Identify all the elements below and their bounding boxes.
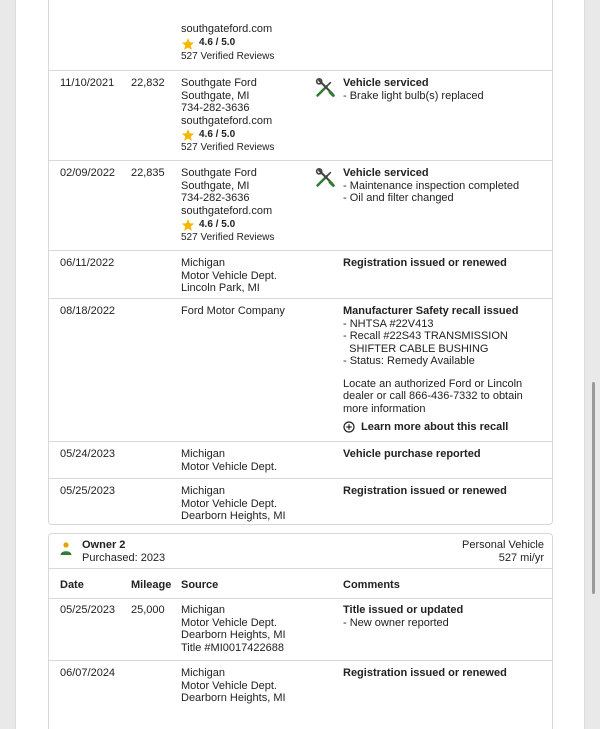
table-row xyxy=(49,160,552,250)
source-name: Ford Motor Company xyxy=(181,305,285,317)
scrollbar[interactable] xyxy=(592,382,595,594)
comment-line: - NHTSA #22V413 xyxy=(343,317,434,330)
table-row xyxy=(49,0,552,70)
source-website[interactable]: southgateford.com xyxy=(181,23,273,35)
comment-title: Vehicle serviced xyxy=(343,77,429,89)
comments-cell xyxy=(343,485,548,498)
star-icon xyxy=(181,128,195,142)
source-cell xyxy=(181,604,336,654)
date-cell: 06/07/2024 xyxy=(60,667,116,679)
comment-title: Title issued or updated xyxy=(343,604,464,616)
mileage-cell: 22,832 xyxy=(131,77,165,89)
date-cell: 11/10/2021 xyxy=(60,77,115,89)
source-cell xyxy=(181,485,336,523)
comments-cell xyxy=(343,257,548,270)
star-icon xyxy=(181,218,195,232)
header-mileage: Mileage xyxy=(131,579,172,591)
learn-more-recall-link[interactable] xyxy=(343,421,548,434)
table-row xyxy=(49,478,552,524)
source-cell xyxy=(181,23,336,63)
comment-line: - Brake light bulb(s) replaced xyxy=(343,89,484,102)
wrench-screwdriver-icon xyxy=(315,168,335,188)
mileage-cell: 22,835 xyxy=(131,167,165,179)
source-name: Michigan xyxy=(181,485,226,497)
comments-cell xyxy=(343,448,548,461)
header-date: Date xyxy=(60,579,84,591)
source-dept: Motor Vehicle Dept. xyxy=(181,616,277,629)
source-name: Michigan xyxy=(181,448,226,460)
comment-line: SHIFTER CABLE BUSHING xyxy=(343,342,489,355)
owner2-title-block xyxy=(82,539,165,565)
source-name: Michigan xyxy=(181,257,226,269)
reviews-count: 527 Verified Reviews xyxy=(181,50,275,62)
owner2-usage-block xyxy=(462,539,544,565)
comment-title: Registration issued or renewed xyxy=(343,667,507,679)
recall-info-line: more information xyxy=(343,402,426,415)
estimated-usage: 527 mi/yr xyxy=(498,552,544,564)
reviews-count: 527 Verified Reviews xyxy=(181,142,275,153)
owner-title: Owner 2 xyxy=(82,539,126,551)
title-number: Title #MI0017422688 xyxy=(181,641,284,654)
rating-value: 4.6 / 5.0 xyxy=(199,37,236,49)
comments-cell xyxy=(343,667,548,680)
rating-value: 4.6 / 5.0 xyxy=(199,128,236,140)
source-location: Dearborn Heights, MI xyxy=(181,629,286,641)
comment-line: - Oil and filter changed xyxy=(343,192,454,204)
vehicle-type: Personal Vehicle xyxy=(462,539,544,551)
date-cell: 08/18/2022 xyxy=(60,305,116,317)
comment-title: Vehicle serviced xyxy=(343,167,429,179)
source-location: Southgate, MI xyxy=(181,179,250,192)
table-header-row xyxy=(49,569,552,599)
source-name: Michigan xyxy=(181,667,226,679)
recall-info-line: Locate an authorized Ford or Lincoln xyxy=(343,377,523,390)
owner2-header[interactable] xyxy=(49,534,552,569)
source-name: Southgate Ford xyxy=(181,77,257,89)
recall-info-line: dealer or call 866-436-7332 to obtain xyxy=(343,390,523,402)
dealer-rating[interactable] xyxy=(181,128,336,142)
comment-title: Manufacturer Safety recall issued xyxy=(343,305,519,317)
source-name: Michigan xyxy=(181,604,226,616)
comment-line: - Recall #22S43 TRANSMISSION xyxy=(343,330,508,342)
date-cell: 05/25/2023 xyxy=(60,604,116,616)
source-dept: Motor Vehicle Dept. xyxy=(181,460,277,473)
source-dept: Motor Vehicle Dept. xyxy=(181,269,277,282)
source-cell xyxy=(181,667,336,705)
table-row xyxy=(49,660,552,720)
owner-purchased: Purchased: 2023 xyxy=(82,552,166,564)
source-cell xyxy=(181,305,336,318)
mileage-cell: 25,000 xyxy=(131,604,165,616)
comments-cell xyxy=(343,77,548,102)
owner1-history-panel xyxy=(48,0,553,525)
comments-cell xyxy=(343,167,548,205)
wrench-screwdriver-icon xyxy=(315,78,335,98)
comment-line: - Status: Remedy Available xyxy=(343,355,475,367)
source-cell xyxy=(181,448,336,473)
dealer-rating[interactable] xyxy=(181,37,336,51)
source-website[interactable]: southgateford.com xyxy=(181,114,273,127)
table-row xyxy=(49,70,552,160)
rating-value: 4.6 / 5.0 xyxy=(199,218,236,230)
date-cell: 05/25/2023 xyxy=(60,485,116,497)
comments-cell xyxy=(343,305,548,434)
star-icon xyxy=(181,37,195,51)
comment-title: Registration issued or renewed xyxy=(343,485,507,497)
table-row xyxy=(49,298,552,441)
table-row xyxy=(49,250,552,298)
plus-circle-icon xyxy=(343,421,355,433)
dealer-rating[interactable] xyxy=(181,218,336,232)
owner2-history-panel xyxy=(48,533,553,729)
source-location: Lincoln Park, MI xyxy=(181,282,260,294)
comment-line: - New owner reported xyxy=(343,616,449,629)
date-cell: 02/09/2022 xyxy=(60,167,116,179)
table-row xyxy=(49,599,552,660)
source-website[interactable]: southgateford.com xyxy=(181,204,273,217)
source-name: Southgate Ford xyxy=(181,167,257,179)
table-row xyxy=(49,441,552,478)
comment-title: Registration issued or renewed xyxy=(343,257,507,269)
date-cell: 06/11/2022 xyxy=(60,257,115,269)
source-cell xyxy=(181,167,336,245)
person-icon xyxy=(60,542,72,555)
reviews-count: 527 Verified Reviews xyxy=(181,232,275,243)
source-phone[interactable]: 734-282-3636 xyxy=(181,192,250,204)
source-cell xyxy=(181,257,336,295)
learn-more-label[interactable]: Learn more about this recall xyxy=(361,421,509,433)
header-comments: Comments xyxy=(343,579,400,591)
source-dept: Motor Vehicle Dept. xyxy=(181,679,277,692)
source-phone[interactable]: 734-282-3636 xyxy=(181,102,250,114)
source-location: Southgate, MI xyxy=(181,89,250,102)
source-dept: Motor Vehicle Dept. xyxy=(181,497,277,510)
source-cell xyxy=(181,77,336,155)
comments-cell xyxy=(343,604,548,629)
source-location: Dearborn Heights, MI xyxy=(181,692,286,704)
header-source: Source xyxy=(181,579,219,591)
source-location: Dearborn Heights, MI xyxy=(181,510,286,522)
comment-line: - Maintenance inspection completed xyxy=(343,179,520,192)
date-cell: 05/24/2023 xyxy=(60,448,116,460)
comment-title: Vehicle purchase reported xyxy=(343,448,481,460)
